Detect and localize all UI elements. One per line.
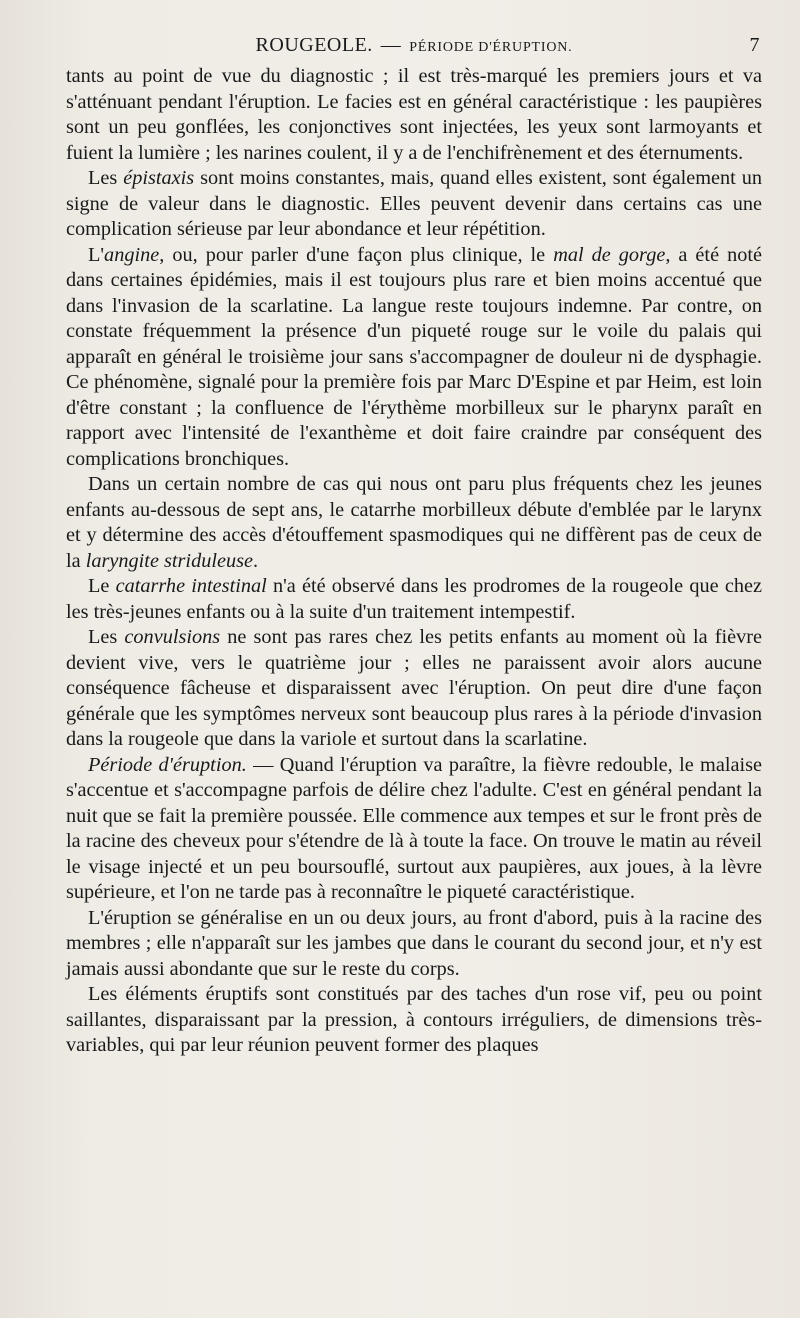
italic-text: laryngite striduleuse	[85, 549, 254, 572]
italic-text: Période d'éruption.	[88, 753, 247, 776]
text-run: L'	[88, 243, 105, 266]
paragraph	[66, 625, 762, 753]
page-number: 7	[749, 34, 760, 56]
paragraph	[66, 64, 762, 166]
text-run: Les éléments éruptifs sont constitués par des taches d'un rose vif, peu ou point saillantes, disparaissant par la pression, à contours irréguliers, de dimensions très-variables, qui par leur réunion peuvent former des plaques	[66, 983, 762, 1056]
text-run: ne sont pas rares chez les petits enfants au moment où la fièvre devient vive, vers le quatrième jour ; elles ne paraissent avoir alors aucune conséquence fâcheuse et disparaissent avec l'éruption. On peut dire d'une façon générale que les symptômes nerveux sont beaucoup plus rares à la période d'invasion dans la rougeole que dans la variole et surtout dans la scarlatine.	[66, 626, 762, 750]
text-run: L'éruption se généralise en un ou deux jours, au front d'abord, puis à la racine des membres ; elle n'apparaît sur les jambes que dans le courant du second jour, et n'y est jamais aussi abondante que sur le reste du corps.	[66, 906, 762, 980]
text-run: Le	[88, 575, 116, 597]
text-run: .	[253, 549, 259, 572]
running-head-title: ROUGEOLE.	[255, 34, 373, 56]
paragraph	[66, 906, 762, 983]
paragraph	[66, 753, 762, 906]
italic-text: angine	[104, 243, 160, 266]
text-run: tants au point de vue du diagnostic ; il est très-marqué les premiers jours et va s'atténuant pendant l'éruption. Le facies est en général caractéristique : les paupières sont un peu gonflées, les conjonctives sont injectées, les yeux sont larmoyants et fuient la lumière ; les narines coulent, il y a de l'enchifrènement et des éternuments.	[66, 65, 762, 164]
paragraph	[66, 574, 762, 625]
italic-text: épistaxis	[123, 167, 195, 189]
paragraph	[66, 982, 762, 1059]
paragraph	[66, 472, 762, 574]
text-run: , a été noté dans certaines épidémies, mais il est toujours plus rare et bien moins accentué que dans l'invasion de la scarlatine. La langue reste toujours indemne. Par contre, on constate fréquemment la présence d'un piqueté rouge sur le voile du palais qui apparaît en général le troisième jour sans s'accompagner de douleur ni de dysphagie. Ce phénomène, signalé pour la première fois par Marc D'Espine et par Heim, est loin d'être constant ; la confluence de l'érythème morbilleux sur le pharynx paraît en rapport avec l'intensité de l'exanthème et doit faire craindre par conséquent des complications bronchiques.	[66, 243, 762, 470]
text-run: n'a été observé dans les prodromes de la rougeole que chez les très-jeunes enfants ou à la suite d'un traitement intempestif.	[66, 575, 763, 623]
text-run: sont moins constantes, mais, quand elles existent, sont également un signe de valeur dans le diagnostic. Elles peuvent devenir dans certains cas une complication sérieuse par leur abondance et leur répétition.	[66, 167, 762, 240]
paragraph	[66, 243, 762, 473]
running-head-dash: —	[380, 34, 402, 56]
italic-text: mal de gorge	[553, 243, 666, 266]
text-run: , ou, pour parler d'une façon plus clinique, le	[159, 243, 554, 266]
text-run: Les	[88, 167, 124, 189]
text-run: Dans un certain nombre de cas qui nous ont paru plus fréquents chez les jeunes enfants au-dessous de sept ans, le catarrhe morbilleux débute d'emblée par le larynx et y détermine des accès d'étouffement spasmodiques qui ne diffèrent pas de ceux de la	[66, 473, 762, 572]
text-run: Les	[88, 626, 125, 648]
running-head	[66, 34, 762, 64]
paragraph	[66, 166, 762, 243]
running-head-subtitle: PÉRIODE D'ÉRUPTION.	[409, 40, 573, 55]
italic-text: catarrhe intestinal	[115, 575, 267, 597]
italic-text: convulsions	[124, 626, 221, 648]
text-run: — Quand l'éruption va paraître, la fièvre redouble, le malaise s'accentue et s'accompagne parfois de délire chez l'adulte. C'est en général pendant la nuit que se fait la première poussée. Elle commence aux tempes et sur le front près de la racine des cheveux pour s'étendre de là à toute la face. On trouve le matin au réveil le visage injecté et un peu boursouflé, surtout aux paupières, aux joues, à la lèvre supérieure, et l'on ne tarde pas à reconnaître le piqueté caractéristique.	[66, 753, 762, 903]
body-text	[66, 64, 762, 1059]
